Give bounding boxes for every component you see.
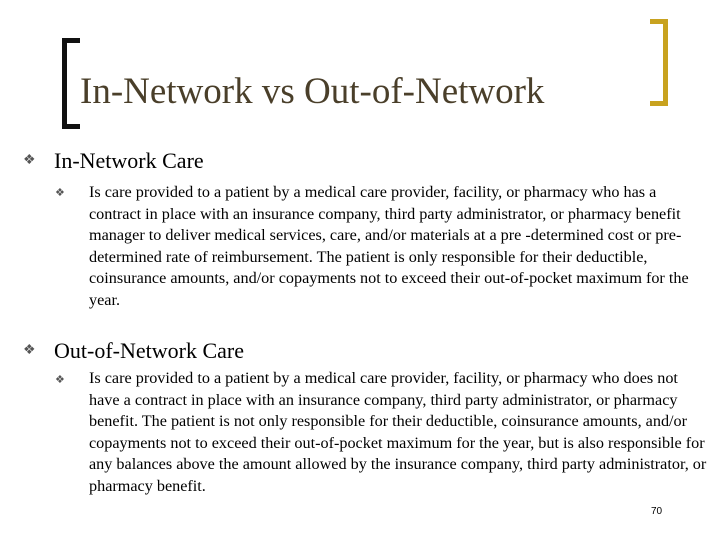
page-number: 70 (651, 506, 663, 517)
section-heading-in-network: In-Network Care (54, 148, 204, 173)
section-heading-out-of-network: Out-of-Network Care (54, 338, 244, 363)
diamond-bullet-icon: ❖ (23, 153, 36, 168)
section-body-out-of-network: Is care provided to a patient by a medical care provider, facility, or pharmacy who does not have a contract in place with an insurance company, third party administrator, or pharmacy benefit. The patient is not only responsible for their deductible, coinsurance amounts, and/or copayments not to exceed their out-of-pocket maximum for the year, but is also responsible for any balances above the amount allowed by the insurance company, third party administrator, or pharmacy benefit. (89, 369, 707, 495)
section-body-in-network: Is care provided to a patient by a medical care provider, facility, or pharmacy who has a contract in place with an insurance company, third party administrator, or pharmacy benefit manager to deliver medical services, care, and/or materials at a pre -determined cost or pre-determined rate of reimbursement. The patient is only responsible for their deductible, coinsurance amounts, and/or copayments not to exceed their out-of-pocket maximum for the year. (89, 183, 689, 309)
diamond-bullet-icon: ❖ (23, 343, 36, 358)
title-bracket-left (62, 38, 80, 129)
title-bracket-right (650, 19, 668, 106)
diamond-bullet-icon: ❖ (55, 374, 65, 386)
diamond-bullet-icon: ❖ (55, 187, 65, 199)
slide-title: In-Network vs Out-of-Network (80, 71, 545, 112)
